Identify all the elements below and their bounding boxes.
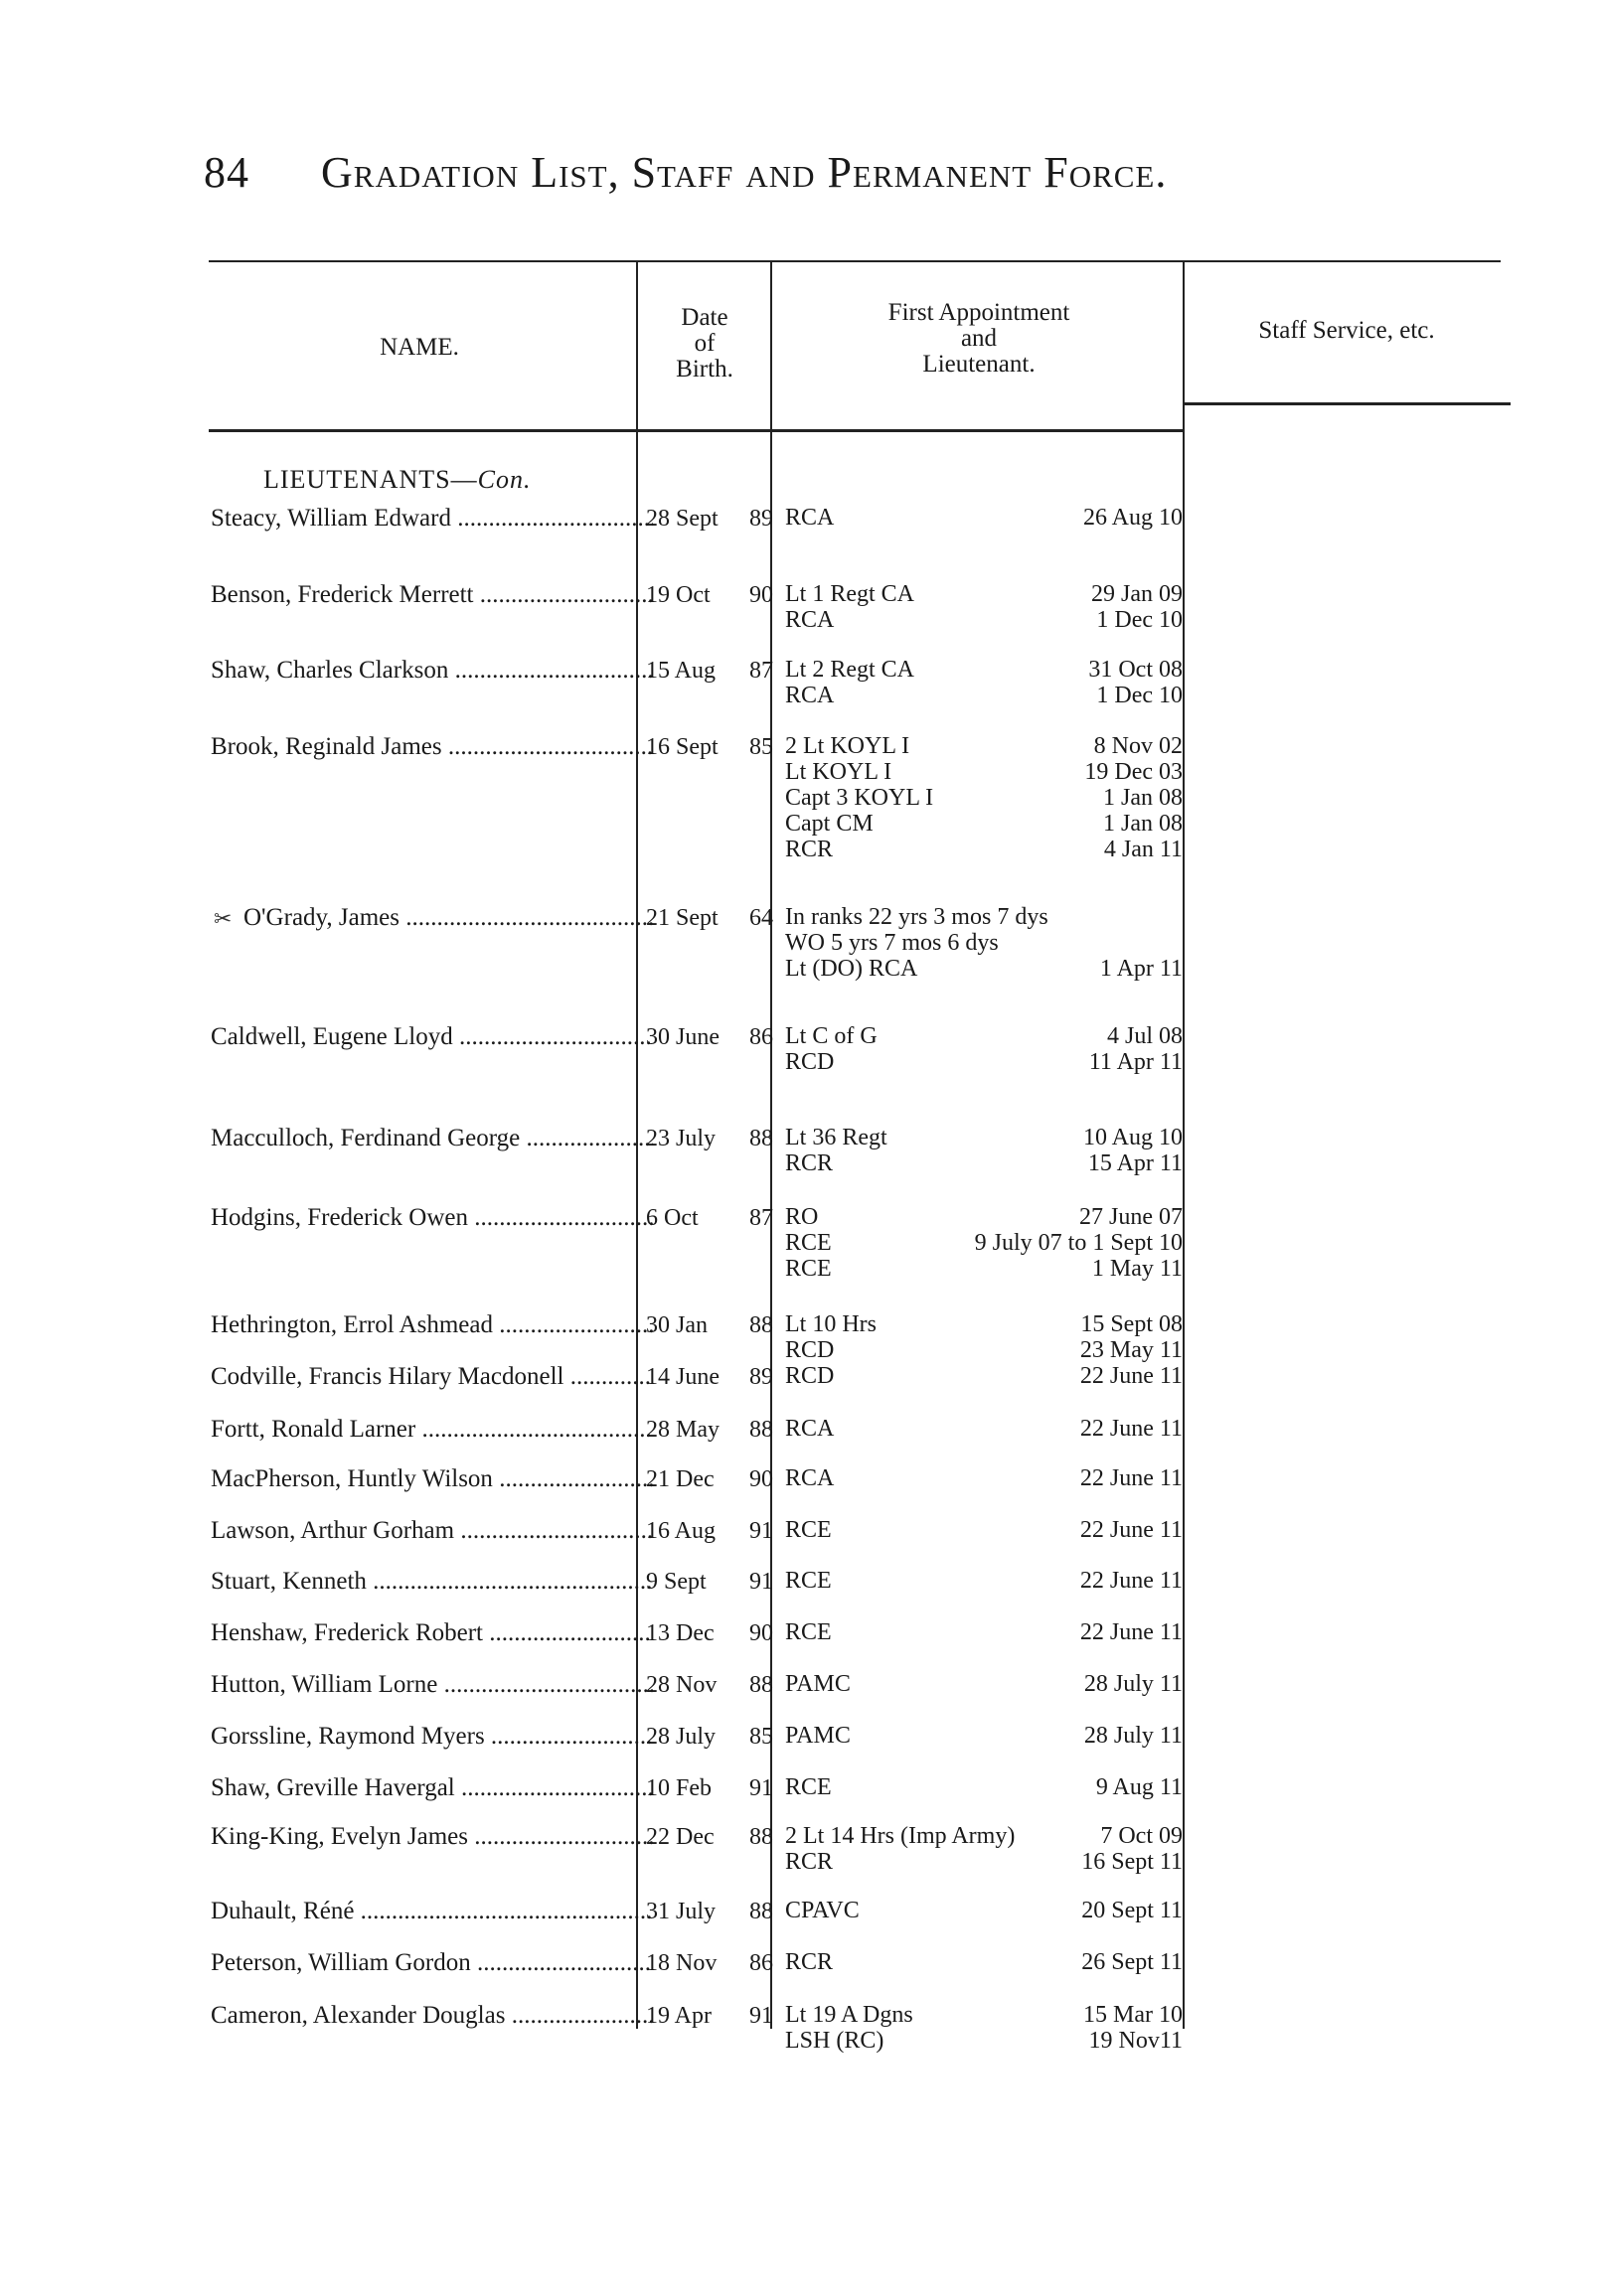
dot-leader	[468, 1204, 653, 1231]
officer-name	[211, 1311, 653, 1339]
officer-name-text: Cameron, Alexander Douglas	[211, 2002, 506, 2029]
officer-name-text: Steacy, William Edward	[211, 505, 451, 532]
appointment-title: RCD	[785, 1337, 835, 1363]
officer-name-text: King-King, Evelyn James	[211, 1823, 468, 1850]
scissors-icon: ✂	[214, 906, 233, 931]
appointment-date: 4 Jul 08	[1106, 1023, 1183, 1049]
appointment-entry	[785, 1023, 1183, 1049]
dot-leader	[493, 1311, 653, 1338]
officer-name-text: Brook, Reginald James	[211, 733, 442, 760]
officer-name-text: Fortt, Ronald Larner	[211, 1416, 416, 1443]
appointment-entry	[785, 1363, 1183, 1389]
appointment-date: 4 Jan 11	[1103, 837, 1183, 862]
appointment-list	[785, 1898, 1183, 1923]
dot-leader	[520, 1125, 653, 1151]
appointment-list	[785, 1363, 1183, 1389]
officer-name	[211, 1363, 653, 1391]
date-of-birth	[646, 1898, 775, 1925]
dob-day-month: 16 Aug	[646, 1518, 717, 1544]
appointment-entry	[785, 733, 1183, 759]
date-of-birth	[646, 904, 775, 932]
appointment-entry	[785, 1049, 1183, 1075]
dot-leader	[367, 1568, 653, 1595]
dot-leader	[474, 581, 653, 608]
appointment-title: Lt KOYL I	[785, 759, 892, 785]
appointment-date: 31 Oct 08	[1088, 657, 1183, 683]
date-of-birth	[646, 1823, 775, 1851]
appointment-entry	[785, 1723, 1183, 1749]
dob-day-month: 28 Nov	[646, 1672, 718, 1698]
date-of-birth	[646, 1465, 775, 1493]
header-bottom-rule	[209, 429, 1183, 432]
date-of-birth	[646, 1671, 775, 1699]
officer-name-text: Codville, Francis Hilary Macdonell	[211, 1363, 564, 1390]
dob-year: 89	[749, 1364, 773, 1390]
appointment-title: Lt (DO) RCA	[785, 956, 918, 982]
dob-year: 88	[749, 1824, 773, 1850]
dob-year: 87	[749, 658, 773, 684]
appointment-entry	[785, 956, 1183, 982]
appointment-title: PAMC	[785, 1723, 851, 1749]
appointment-title: RCE	[785, 1256, 832, 1282]
dot-leader	[448, 657, 653, 684]
appointment-entry	[785, 1337, 1183, 1363]
page-number: 84	[204, 148, 249, 197]
appointment-title: 2 Lt 14 Hrs (Imp Army)	[785, 1823, 1016, 1849]
officer-name	[211, 505, 653, 533]
dob-year: 91	[749, 1775, 773, 1801]
appointment-entry	[785, 1823, 1183, 1849]
appointment-title: RO	[785, 1204, 819, 1230]
date-of-birth	[646, 1416, 775, 1444]
header-bottom-rule-staff	[1183, 402, 1511, 405]
date-of-birth	[646, 1311, 775, 1339]
appointment-date: 1 Apr 11	[1099, 956, 1183, 982]
column-header-staff-service: Staff Service, etc.	[1258, 317, 1435, 344]
officer-name-text: Caldwell, Eugene Lloyd	[211, 1023, 453, 1050]
dob-year: 85	[749, 1724, 773, 1750]
appointment-list	[785, 1416, 1183, 1442]
dot-leader	[455, 1774, 653, 1801]
dob-year: 86	[749, 1950, 773, 1976]
dob-year: 85	[749, 734, 773, 760]
appointment-entry	[785, 811, 1183, 837]
page-title: Gradation List, Staff and Permanent Force.	[321, 148, 1168, 197]
appointment-title: RCR	[785, 1949, 834, 1975]
appointment-title: RCR	[785, 1849, 834, 1875]
appointment-date: 7 Oct 09	[1100, 1823, 1183, 1849]
dot-leader	[468, 1823, 653, 1850]
officer-name	[211, 733, 653, 761]
dob-day-month: 14 June	[646, 1364, 720, 1390]
dob-year: 91	[749, 2003, 773, 2029]
appointment-title: Lt 19 A Dgns	[785, 2002, 913, 2028]
date-of-birth	[646, 1363, 775, 1391]
appointment-entry	[785, 1619, 1183, 1645]
appointment-title: RCE	[785, 1568, 832, 1594]
appointment-entry	[785, 837, 1183, 862]
dob-year: 88	[749, 1899, 773, 1924]
appointment-title: WO 5 yrs 7 mos 6 dys	[785, 930, 999, 956]
appointment-entry	[785, 904, 1183, 930]
appointment-date: 22 June 11	[1079, 1517, 1183, 1543]
appointment-date: 1 May 11	[1091, 1256, 1183, 1282]
appointment-date: 10 Aug 10	[1082, 1125, 1183, 1150]
appointment-list	[785, 1823, 1183, 1875]
appointment-entry	[785, 1949, 1183, 1975]
dob-day-month: 21 Sept	[646, 905, 719, 931]
dob-year: 88	[749, 1312, 773, 1338]
appointment-entry	[785, 581, 1183, 607]
appointment-title: CPAVC	[785, 1898, 860, 1923]
officer-name	[211, 1568, 653, 1596]
appointment-list	[785, 1949, 1183, 1975]
dob-year: 87	[749, 1205, 773, 1231]
appointment-entry	[785, 607, 1183, 633]
appointment-date: 19 Dec 03	[1084, 759, 1183, 785]
officer-name-text: Duhault, Réné	[211, 1898, 355, 1924]
officer-name-text: Macculloch, Ferdinand George	[211, 1125, 521, 1151]
appointment-entry	[785, 2028, 1183, 2054]
officer-name	[211, 1774, 653, 1802]
appointment-entry	[785, 1898, 1183, 1923]
date-of-birth	[646, 2002, 775, 2030]
appointment-title: RCD	[785, 1049, 835, 1075]
officer-name-text: MacPherson, Huntly Wilson	[211, 1465, 493, 1492]
appointment-title: PAMC	[785, 1671, 851, 1697]
appointment-date: 22 June 11	[1079, 1416, 1183, 1442]
appointment-list	[785, 1125, 1183, 1176]
appointment-list	[785, 733, 1183, 862]
officer-name-text: Hethrington, Errol Ashmead	[211, 1311, 493, 1338]
appointment-list	[785, 1023, 1183, 1075]
dot-leader	[453, 1023, 653, 1050]
officer-name-text: Hutton, William Lorne	[211, 1671, 438, 1698]
appointment-entry	[785, 1849, 1183, 1875]
officer-name	[211, 1723, 653, 1751]
officer-name	[243, 904, 653, 932]
appointment-list	[785, 1774, 1183, 1800]
dob-day-month: 22 Dec	[646, 1824, 715, 1850]
dob-day-month: 28 May	[646, 1417, 720, 1443]
date-of-birth	[646, 1949, 775, 1977]
appointment-title: Lt C of G	[785, 1023, 878, 1049]
dot-leader	[454, 1517, 653, 1544]
dot-leader	[471, 1949, 653, 1976]
dot-leader	[354, 1898, 653, 1924]
appointment-date: 22 June 11	[1079, 1568, 1183, 1594]
officer-name	[211, 1517, 653, 1545]
dot-leader	[563, 1363, 653, 1390]
dot-leader	[400, 904, 653, 931]
appointment-title: RCE	[785, 1619, 832, 1645]
appointment-list	[785, 2002, 1183, 2054]
dot-leader	[415, 1416, 653, 1443]
dot-leader	[483, 1619, 653, 1646]
appointment-date: 1 Jan 08	[1103, 785, 1183, 811]
appointment-date: 28 July 11	[1083, 1671, 1183, 1697]
officer-name-text: Peterson, William Gordon	[211, 1949, 471, 1976]
dob-day-month: 28 Sept	[646, 506, 719, 532]
dob-year: 91	[749, 1518, 773, 1544]
dob-year: 90	[749, 582, 773, 608]
dob-year: 88	[749, 1417, 773, 1443]
dob-day-month: 19 Oct	[646, 582, 711, 608]
date-of-birth	[646, 505, 775, 533]
officer-name	[211, 1671, 653, 1699]
dob-day-month: 23 July	[646, 1126, 717, 1151]
officer-name-text: Henshaw, Frederick Robert	[211, 1619, 483, 1646]
appointment-list	[785, 1568, 1183, 1594]
dot-leader	[437, 1671, 653, 1698]
officer-name	[211, 1949, 653, 1977]
dob-year: 64	[749, 905, 773, 931]
date-of-birth	[646, 1568, 775, 1596]
officer-name-text: O'Grady, James	[243, 904, 401, 931]
appointment-title: RCA	[785, 1416, 835, 1442]
dot-leader	[493, 1465, 653, 1492]
appointment-list	[785, 1465, 1183, 1491]
dot-leader	[442, 733, 653, 760]
officer-name	[211, 2002, 653, 2030]
page-header	[204, 147, 1167, 198]
officer-name	[211, 657, 653, 685]
appointment-entry	[785, 1230, 1183, 1256]
appointment-date: 15 Mar 10	[1083, 2002, 1183, 2028]
date-of-birth	[646, 1125, 775, 1152]
appointment-list	[785, 505, 1183, 531]
dob-year: 88	[749, 1672, 773, 1698]
officer-name-text: Shaw, Charles Clarkson	[211, 657, 449, 684]
appointment-list	[785, 1671, 1183, 1697]
appointment-title: Lt 2 Regt CA	[785, 657, 914, 683]
appointment-date: 8 Nov 02	[1093, 733, 1183, 759]
officer-name-text: Benson, Frederick Merrett	[211, 581, 474, 608]
appointment-list	[785, 1619, 1183, 1645]
appointment-title: RCD	[785, 1363, 835, 1389]
appointment-entry	[785, 2002, 1183, 2028]
column-header-dob: Date of Birth.	[676, 304, 733, 383]
appointment-date: 15 Apr 11	[1087, 1150, 1183, 1176]
dot-leader	[505, 2002, 653, 2029]
appointment-list	[785, 657, 1183, 708]
appointment-date: 9 July 07 to 1 Sept 10	[974, 1230, 1183, 1256]
appointment-title: RCA	[785, 1465, 835, 1491]
appointment-list	[785, 904, 1183, 982]
dob-year: 91	[749, 1569, 773, 1595]
dob-day-month: 18 Nov	[646, 1950, 718, 1976]
officer-name	[211, 1619, 653, 1647]
appointment-list	[785, 1204, 1183, 1282]
appointment-list	[785, 581, 1183, 633]
appointment-entry	[785, 1465, 1183, 1491]
appointment-title: Lt 10 Hrs	[785, 1311, 877, 1337]
dob-year: 86	[749, 1024, 773, 1050]
column-header-appointment: First Appointment and Lieutenant.	[887, 299, 1070, 378]
appointment-date: 22 June 11	[1079, 1465, 1183, 1491]
appointment-list	[785, 1723, 1183, 1749]
appointment-date: 23 May 11	[1079, 1337, 1183, 1363]
dob-day-month: 30 June	[646, 1024, 720, 1050]
date-of-birth	[646, 733, 775, 761]
appointment-list	[785, 1517, 1183, 1543]
dob-day-month: 21 Dec	[646, 1466, 715, 1492]
appointment-entry	[785, 1311, 1183, 1337]
appointment-date: 22 June 11	[1079, 1619, 1183, 1645]
dot-leader	[451, 505, 653, 532]
appointment-date: 22 June 11	[1079, 1363, 1183, 1389]
officer-name	[211, 1465, 653, 1493]
appointment-entry	[785, 1150, 1183, 1176]
appointment-title: Lt 1 Regt CA	[785, 581, 914, 607]
appointment-title: RCE	[785, 1230, 832, 1256]
appointment-date: 26 Aug 10	[1082, 505, 1183, 531]
appointment-entry	[785, 1204, 1183, 1230]
appointment-entry	[785, 759, 1183, 785]
appointment-title: LSH (RC)	[785, 2028, 884, 2054]
appointment-entry	[785, 1416, 1183, 1442]
appointment-title: RCR	[785, 837, 834, 862]
date-of-birth	[646, 1619, 775, 1647]
dob-day-month: 9 Sept	[646, 1569, 707, 1595]
appointment-date: 1 Dec 10	[1096, 683, 1183, 708]
dob-day-month: 31 July	[646, 1899, 717, 1924]
appointment-title: Capt 3 KOYL I	[785, 785, 934, 811]
appointment-entry	[785, 785, 1183, 811]
appointment-date: 26 Sept 11	[1081, 1949, 1183, 1975]
date-of-birth	[646, 581, 775, 609]
appointment-entry	[785, 930, 1183, 956]
dob-year: 90	[749, 1620, 773, 1646]
dob-day-month: 30 Jan	[646, 1312, 708, 1338]
officer-name	[211, 1823, 653, 1851]
date-of-birth	[646, 1774, 775, 1802]
dot-leader	[485, 1723, 653, 1750]
appointment-entry	[785, 1774, 1183, 1800]
officer-name-text: Gorssline, Raymond Myers	[211, 1723, 485, 1750]
appointment-title: 2 Lt KOYL I	[785, 733, 910, 759]
appointment-entry	[785, 1256, 1183, 1282]
appointment-title: RCA	[785, 607, 835, 633]
appointment-entry	[785, 657, 1183, 683]
officer-name-text: Lawson, Arthur Gorham	[211, 1517, 455, 1544]
dob-day-month: 16 Sept	[646, 734, 719, 760]
date-of-birth	[646, 1204, 775, 1232]
column-divider	[1183, 260, 1185, 2029]
officer-name-text: Stuart, Kenneth	[211, 1568, 367, 1595]
appointment-title: In ranks 22 yrs 3 mos 7 dys	[785, 904, 1048, 930]
appointment-date: 1 Jan 08	[1103, 811, 1183, 837]
appointment-list	[785, 1311, 1183, 1363]
appointment-date: 9 Aug 11	[1095, 1774, 1183, 1800]
officer-name	[211, 1898, 653, 1925]
appointment-date: 1 Dec 10	[1096, 607, 1183, 633]
appointment-title: RCE	[785, 1517, 832, 1543]
officer-name	[211, 581, 653, 609]
appointment-entry	[785, 683, 1183, 708]
appointment-date: 28 July 11	[1083, 1723, 1183, 1749]
appointment-date: 11 Apr 11	[1088, 1049, 1183, 1075]
dob-day-month: 10 Feb	[646, 1775, 712, 1801]
officer-name-text: Hodgins, Frederick Owen	[211, 1204, 468, 1231]
appointment-date: 29 Jan 09	[1091, 581, 1183, 607]
appointment-entry	[785, 1671, 1183, 1697]
appointment-title: RCE	[785, 1774, 832, 1800]
appointment-date: 20 Sept 11	[1081, 1898, 1183, 1923]
appointment-entry	[785, 505, 1183, 531]
officer-name-text: Shaw, Greville Havergal	[211, 1774, 455, 1801]
appointment-title: RCA	[785, 505, 835, 531]
officer-name	[211, 1416, 653, 1444]
officer-name	[211, 1023, 653, 1051]
appointment-entry	[785, 1568, 1183, 1594]
top-rule	[209, 260, 1501, 262]
appointment-entry	[785, 1125, 1183, 1150]
appointment-entry	[785, 1517, 1183, 1543]
officer-name	[211, 1125, 653, 1152]
dob-year: 89	[749, 506, 773, 532]
date-of-birth	[646, 657, 775, 685]
dob-day-month: 28 July	[646, 1724, 717, 1750]
appointment-title: Lt 36 Regt	[785, 1125, 887, 1150]
appointment-title: Capt CM	[785, 811, 874, 837]
appointment-date: 15 Sept 08	[1080, 1311, 1183, 1337]
appointment-title: RCR	[785, 1150, 834, 1176]
section-title: LIEUTENANTS—Con.	[263, 465, 532, 494]
dob-day-month: 6 Oct	[646, 1205, 699, 1231]
dob-day-month: 13 Dec	[646, 1620, 715, 1646]
column-header-name: NAME.	[380, 334, 459, 361]
appointment-title: RCA	[785, 683, 835, 708]
officer-name	[211, 1204, 653, 1232]
dob-year: 88	[749, 1126, 773, 1151]
dob-year: 90	[749, 1466, 773, 1492]
dob-day-month: 19 Apr	[646, 2003, 712, 2029]
dob-day-month: 15 Aug	[646, 658, 717, 684]
appointment-date: 16 Sept 11	[1081, 1849, 1183, 1875]
appointment-date: 27 June 07	[1079, 1204, 1183, 1230]
date-of-birth	[646, 1517, 775, 1545]
date-of-birth	[646, 1023, 775, 1051]
date-of-birth	[646, 1723, 775, 1751]
appointment-date: 19 Nov11	[1088, 2028, 1183, 2054]
